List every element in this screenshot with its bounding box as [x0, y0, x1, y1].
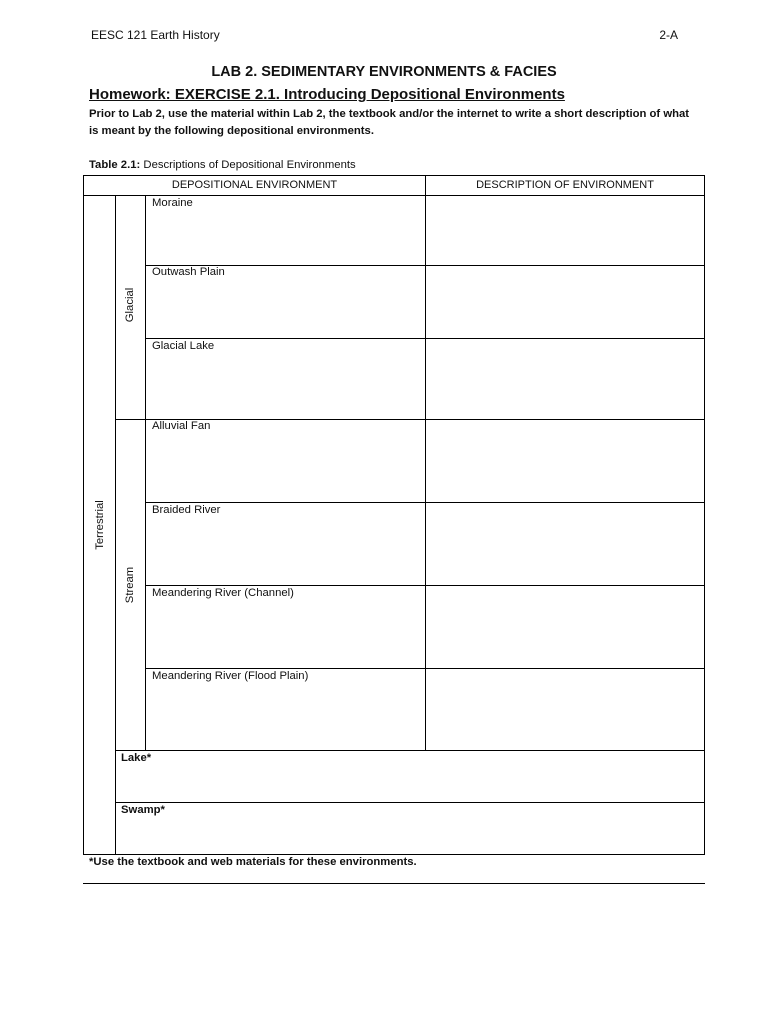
footnote: *Use the textbook and web materials for these environments.	[89, 856, 417, 868]
environment-name: Moraine	[152, 197, 193, 209]
row-rule	[145, 585, 704, 586]
col-header-environment: DEPOSITIONAL ENVIRONMENT	[171, 179, 338, 191]
table-caption-label: Table 2.1:	[89, 159, 141, 171]
environment-name: Alluvial Fan	[152, 420, 211, 432]
group-label-stream: Stream	[124, 566, 136, 604]
group-rule	[115, 750, 704, 751]
header-rule	[84, 195, 704, 196]
column-divider	[425, 176, 426, 750]
group-label-glacial: Glacial	[124, 287, 136, 323]
row-rule	[145, 338, 704, 339]
subgroup-divider	[145, 196, 146, 750]
terrestrial-divider	[115, 196, 116, 854]
bottom-rule	[83, 883, 705, 884]
intro-paragraph: Prior to Lab 2, use the material within Lab 2, the textbook and/or the internet to write a short description of what is meant by the following depositional environments.	[89, 108, 690, 137]
row-rule	[145, 668, 704, 669]
environments-table	[83, 175, 705, 855]
course-name: EESC 121 Earth History	[91, 28, 220, 42]
table-caption	[89, 159, 356, 171]
environment-name: Glacial Lake	[152, 340, 215, 352]
table-caption-text: Descriptions of Depositional Environments	[140, 159, 356, 171]
environment-name: Swamp*	[121, 804, 165, 816]
environment-name: Meandering River (Flood Plain)	[152, 670, 309, 682]
row-rule	[145, 502, 704, 503]
page-label: 2-A	[659, 28, 678, 42]
col-header-description: DESCRIPTION OF ENVIRONMENT	[476, 179, 654, 191]
lab-title: LAB 2. SEDIMENTARY ENVIRONMENTS & FACIES	[211, 64, 557, 80]
environment-name: Outwash Plain	[152, 266, 225, 278]
row-rule	[115, 802, 704, 803]
environment-name: Meandering River (Channel)	[152, 587, 294, 599]
environment-name: Lake*	[121, 752, 152, 764]
environment-name: Braided River	[152, 504, 221, 516]
homework-title: Homework: EXERCISE 2.1. Introducing Depositional Environments	[89, 86, 565, 103]
group-label-terrestrial: Terrestrial	[94, 500, 106, 550]
row-rule	[145, 265, 704, 266]
